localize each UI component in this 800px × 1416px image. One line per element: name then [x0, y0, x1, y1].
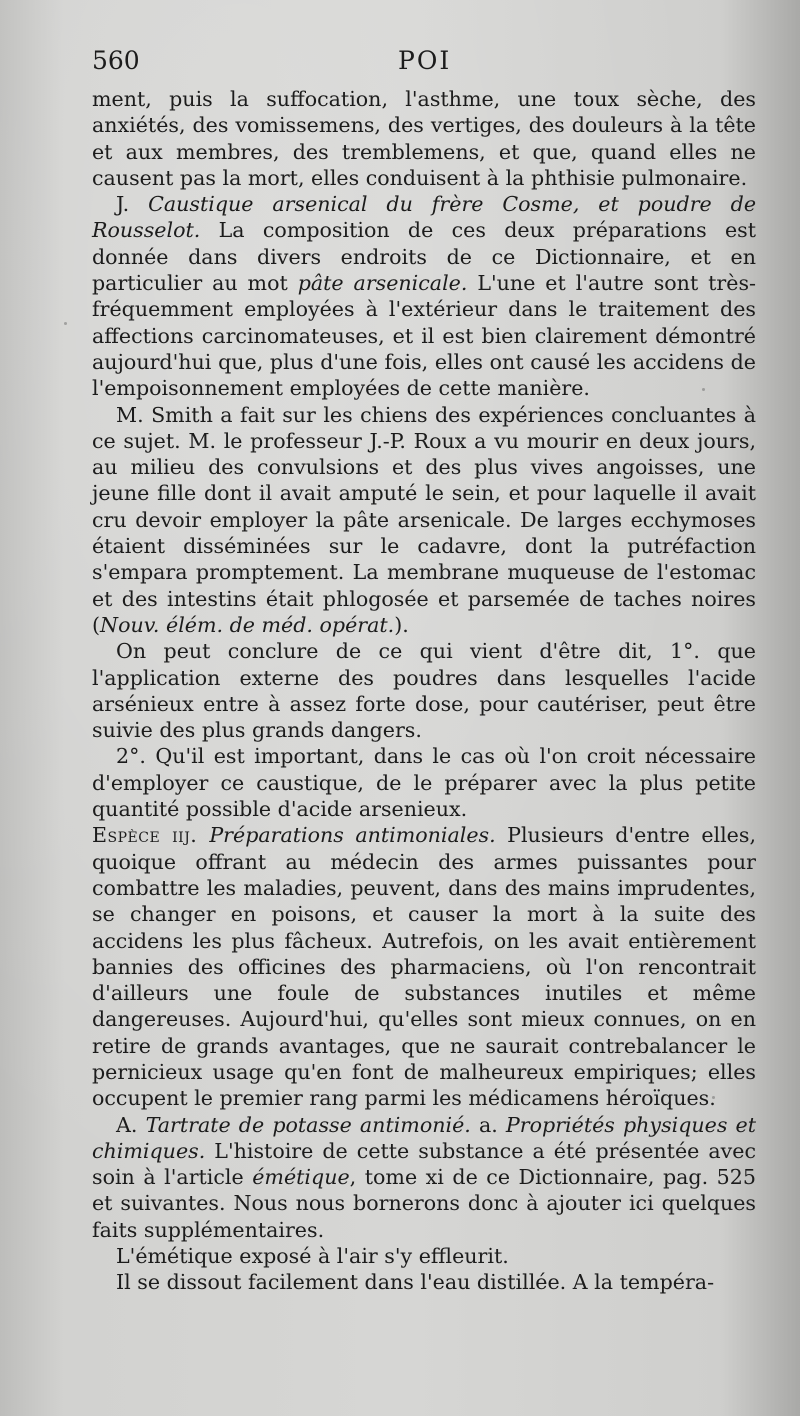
italic-text: Propriétés physiques et chimiques. — [92, 1112, 757, 1163]
italic-text: Nouv. élém. de méd. opérat. — [100, 612, 395, 637]
italic-text: Préparations antimoniales. — [209, 823, 496, 848]
italic-text: Caustique arsenical du frère Cosme, et poudre de Rousselot. — [92, 192, 757, 243]
page-number: 560 — [92, 46, 140, 75]
small-caps-text: Espèce iij. — [92, 823, 210, 848]
paragraph-p6 — [92, 822, 756, 1111]
text-run: a. — [470, 1112, 506, 1137]
paragraph-p4 — [92, 638, 756, 743]
italic-text: émétique — [252, 1165, 350, 1190]
text-run: ment, puis la suffocation, l'asthme, une toux sèche, des anxiétés, des vomissemens, des vertiges, des douleurs à la tête et aux membres, des tremblemens, et que, quand elles ne causent pas la mort, elles conduisent à la phthisie pulmonaire. — [92, 87, 756, 190]
italic-text: Tartrate de potasse antimonié. — [145, 1112, 471, 1137]
text-run: L'une et l'autre sont très-fréquemment employées à l'extérieur dans le traitement des affections carcinomateuses, et il est bien clairement démontré aujourd'hui que, plus d'une fois, elles ont causé les accidens de l'empoisonnement employées de cette manière. — [92, 271, 756, 401]
paragraph-p8 — [92, 1243, 756, 1269]
running-head: POI — [398, 46, 452, 75]
text-run: M. Smith a fait sur les chiens des expériences concluantes à ce sujet. M. le professeur J.-P. Roux a vu mourir en deux jours, au milieu des convulsions et des plus vives angoisses, une jeune fille dont il avait amputé le sein, et pour laquelle il avait cru devoir employer la pâte arsenicale. De larges ecchymoses étaient disséminées sur le cadavre, dont la putréfaction s'empara promptement. La membrane muqueuse de l'estomac et des intestins était phlogosée et parsemée de taches noires ( — [92, 402, 756, 637]
paragraph-p2 — [92, 191, 756, 401]
text-run: L'histoire de cette substance a été présentée avec soin à l'article — [92, 1138, 756, 1190]
paper-speck — [712, 1096, 715, 1099]
text-run: Plusieurs d'entre elles, quoique offrant au médecin des armes puissantes pour combattre les maladies, peuvent, dans des mains imprudentes, se changer en poisons, et causer la mort à la suite des accidens les plus fâcheux. Autrefois, on les avait entièrement bannies des officines des pharmaciens, où l'on rencontrait d'ailleurs une foule de substances inutiles et même dangereuses. Aujourd'hui, qu'elles sont mieux connues, on en retire de grands avantages, que ne saurait contrebalancer le pernicieux usage qu'en font de malheureux empiriques; elles occupent le premier rang parmi les médicamens héroïques. — [92, 823, 756, 1111]
italic-text: pâte arsenicale. — [297, 271, 468, 296]
text-run: A. — [116, 1112, 146, 1137]
body-text — [92, 86, 756, 1296]
page-header — [92, 46, 760, 82]
paragraph-p7 — [92, 1112, 756, 1243]
text-run: La composition de ces deux préparations est donnée dans divers endroits de ce Dictionnaire, et en particulier au mot — [92, 218, 756, 296]
paper-speck — [702, 388, 705, 391]
text-run: On peut conclure de ce qui vient d'être dit, 1°. que l'application externe des poudres dans lesquelles l'acide arsénieux entre à assez forte dose, pour cautériser, peut être suivie des plus grands dangers. — [92, 639, 756, 743]
text-run: Il se dissout facilement dans l'eau distillée. A la tempéra- — [116, 1270, 715, 1295]
paragraph-p5 — [92, 743, 756, 822]
paragraph-p1 — [92, 86, 756, 191]
text-run: J. — [116, 192, 149, 217]
paragraph-p3 — [92, 402, 756, 639]
text-run: ). — [394, 612, 409, 637]
text-run: L'émétique exposé à l'air s'y effleurit. — [116, 1244, 509, 1269]
text-run: , tome xi de ce Dictionnaire, pag. 525 et suivantes. Nous nous bornerons donc à ajouter ici quelques faits supplémentaires. — [92, 1165, 756, 1242]
text-run: 2°. Qu'il est important, dans le cas où l'on croit nécessaire d'employer ce caustique, de le préparer avec la plus petite quantité possible d'acide arsenieux. — [92, 744, 756, 822]
paragraph-p9 — [92, 1269, 756, 1295]
paper-speck — [64, 322, 67, 325]
